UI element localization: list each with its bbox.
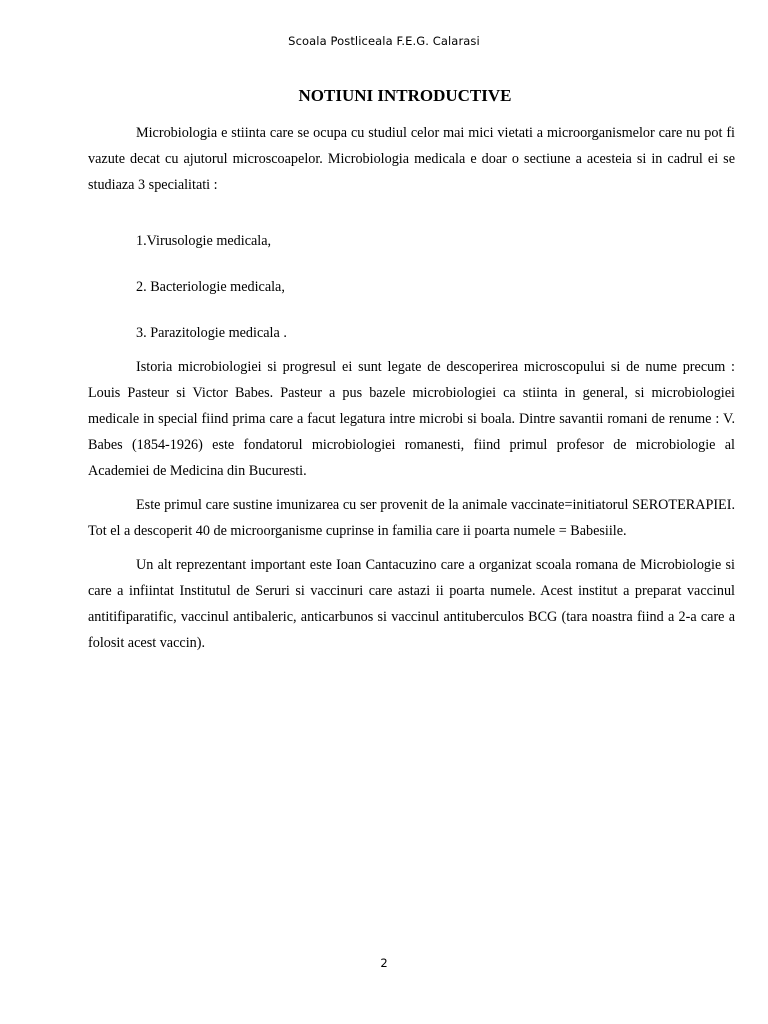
list-item-virusologie: 1.Virusologie medicala, — [136, 233, 272, 249]
list-item-bacteriologie: 2. Bacteriologie medicala, — [136, 279, 285, 295]
paragraph-intro: Microbiologia e stiinta care se ocupa cu studiul celor mai mici vietati a microorganismelor care nu pot fi vazute decat cu ajutorul microscoapelor. Microbiologia medicala e doar o sectiune a acesteia si in cadrul ei se studiaza 3 specialitati : — [88, 125, 735, 193]
page-header: Scoala Postliceala F.E.G. Calarasi — [288, 34, 480, 48]
paragraph-history: Istoria microbiologiei si progresul ei sunt legate de descoperirea microscopului si de nume precum : Louis Pasteur si Victor Babes. Pasteur a pus bazele microbiologiei ca stiinta in general, si microbiologiei medicale in special fiind prima care a facut legatura intre microbi si boala. Dintre savantii romani de renume : V. Babes (1854-1926) este fondatorul microbiologiei romanesti, fiind primul profesor de microbiologie al Academiei de Medicina din Bucuresti. — [88, 359, 735, 479]
list-item-parazitologie: 3. Parazitologie medicala . — [136, 325, 287, 341]
page-title: NOTIUNI INTRODUCTIVE — [298, 86, 512, 105]
paragraph-babes: Este primul care sustine imunizarea cu ser provenit de la animale vaccinate=initiatorul SEROTERAPIEI. Tot el a descoperit 40 de microorganisme cuprinse in familia care ii poarta numele = Babesiile. — [88, 497, 735, 539]
document-body — [88, 120, 735, 656]
paragraph-cantacuzino: Un alt reprezentant important este Ioan Cantacuzino care a organizat scoala romana de Microbiologie si care a infiintat Institutul de Seruri si vaccinuri care astazi ii poarta numele. Acest institut a preparat vaccinul antitifiparatific, vaccinul antibaleric, anticarbunos si vaccinul antituberculos BCG (tara noastra fiind a 2-a care a folosit acest vaccin). — [88, 557, 735, 651]
page-number: 2 — [380, 956, 388, 970]
